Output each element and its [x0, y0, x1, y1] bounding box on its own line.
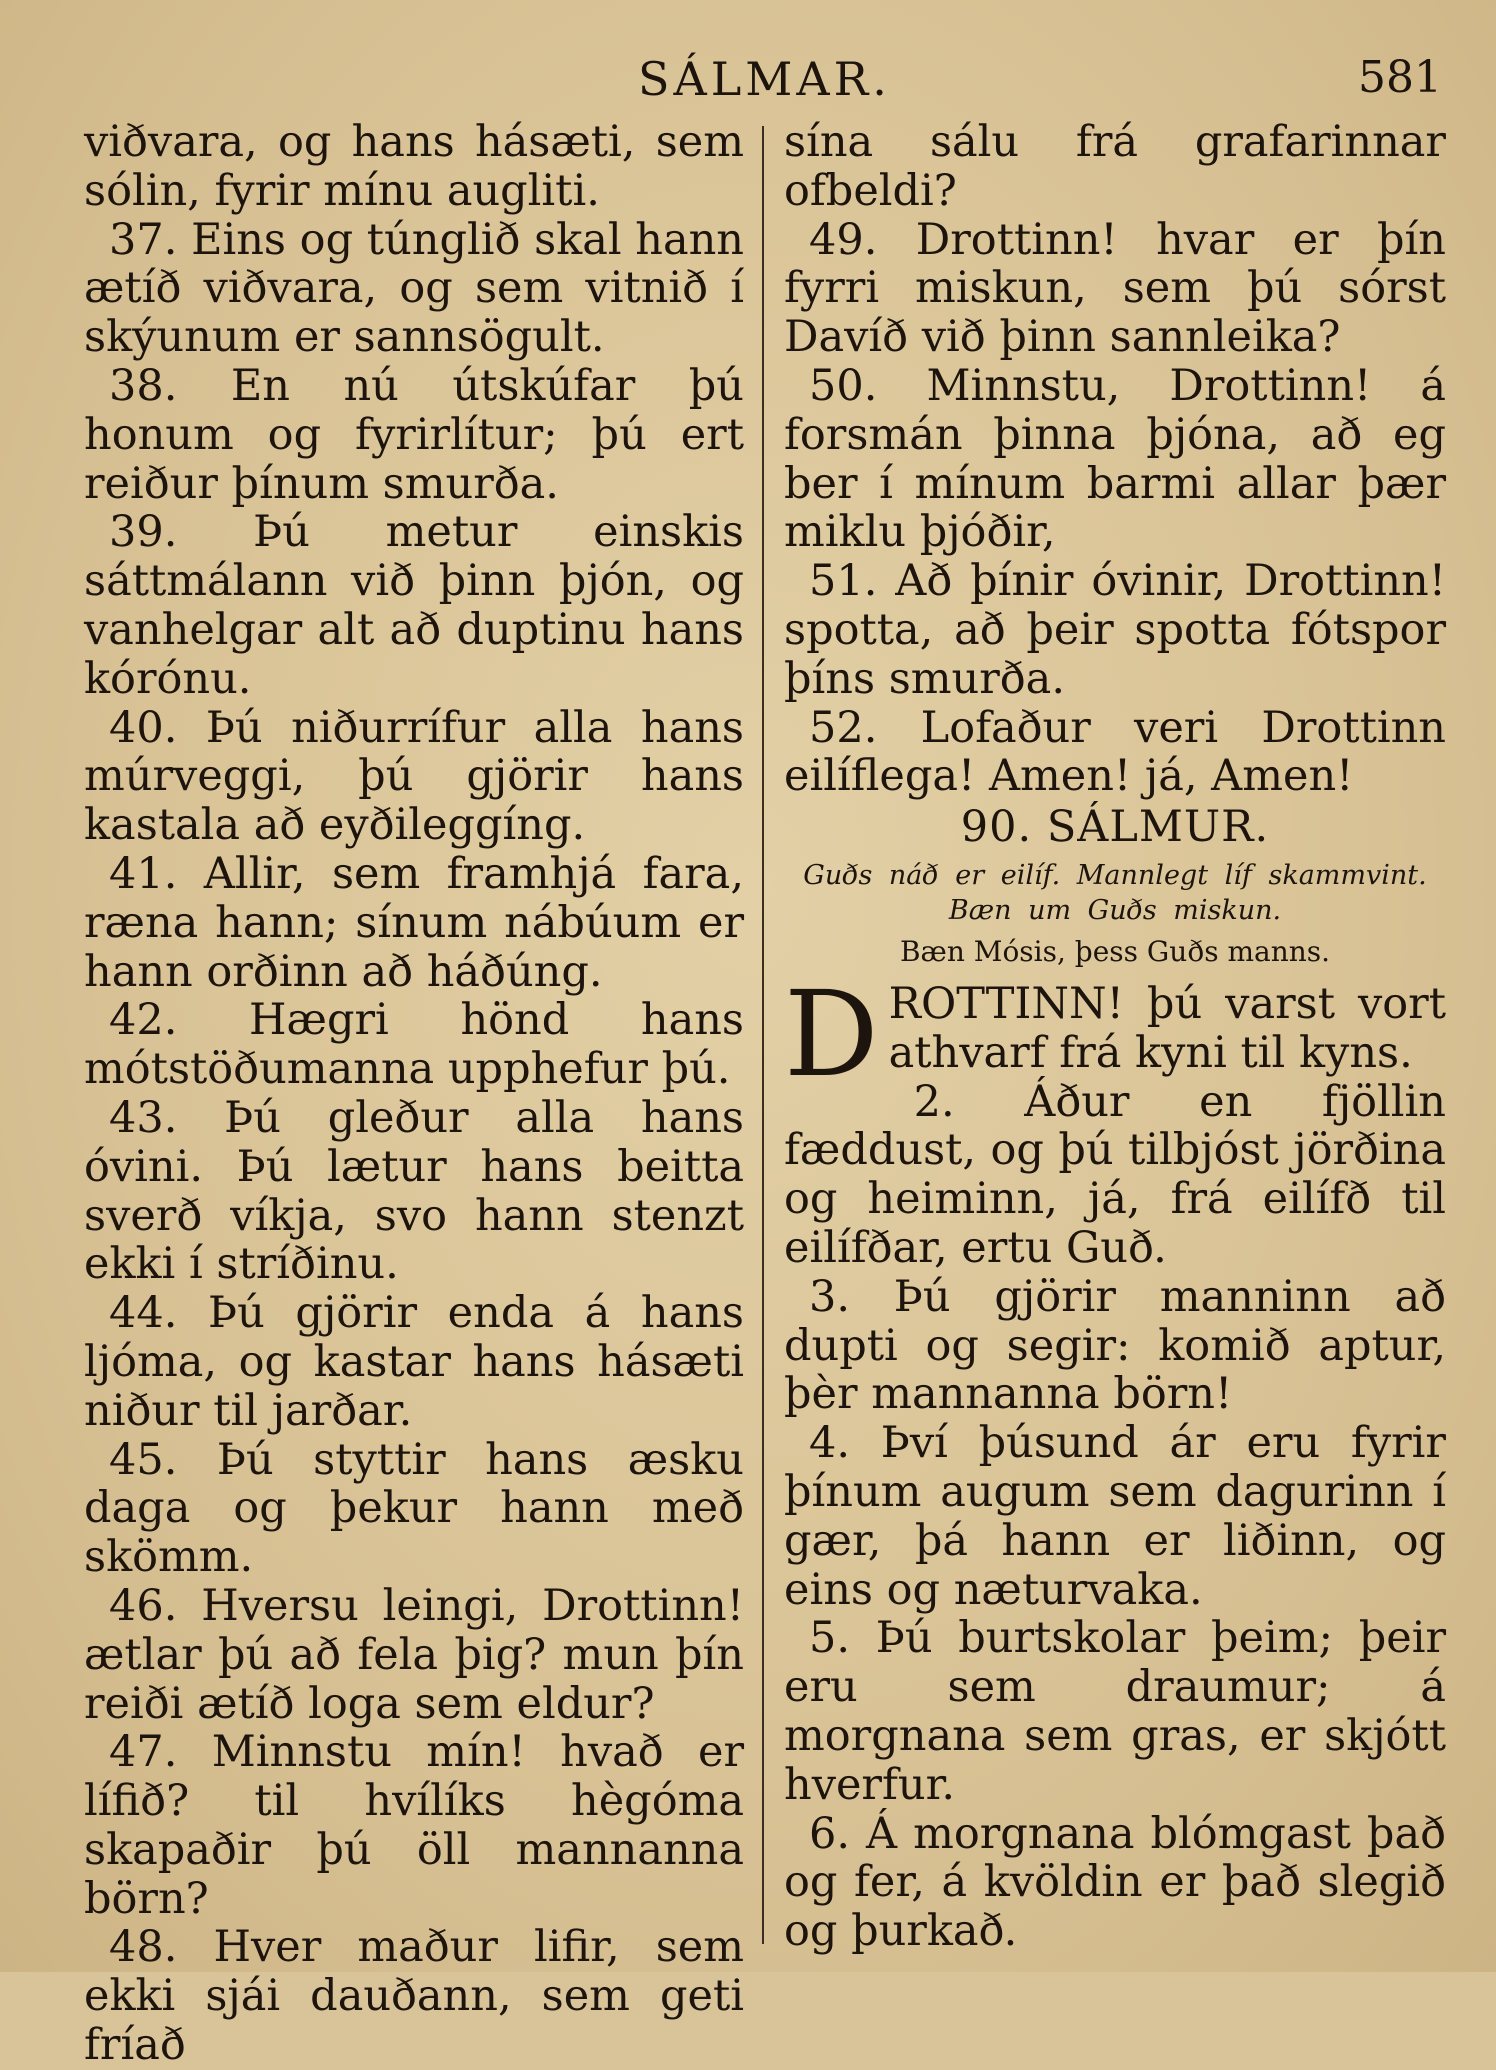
- verse: 42. Hægri hönd hans mótstöðumanna upphefur þú.: [84, 995, 744, 1095]
- verse: 52. Lofaður veri Drottinn eilíflega! Amen! já, Amen!: [784, 702, 1446, 802]
- verse: 49. Drottinn! hvar er þín fyrri miskun, sem þú sórst Davíð við þinn sannleika?: [784, 214, 1446, 363]
- psalm-summary-line: Bæn um Guðs miskun.: [948, 894, 1282, 926]
- opening-text: ROTTINN! þú varst vort athvarf frá kyni til kyns.: [888, 978, 1446, 1078]
- verse: 38. En nú útskúfar þú honum og fyrirlítur; þú ert reiður þínum smurða.: [84, 360, 744, 509]
- verse: 50. Minnstu, Drottinn! á forsmán þinna þjóna, að eg ber í mínum barmi allar þær miklu þjóðir,: [784, 360, 1446, 558]
- right-column: [784, 118, 1446, 1956]
- psalm-summary-line: Guðs náð er eilíf. Mannlegt líf skammvint.: [803, 859, 1427, 891]
- running-title: SÁLMAR.: [638, 52, 891, 106]
- verse: 46. Hversu leingi, Drottinn! ætlar þú að fela þig? mun þín reiði ætíð loga sem eldur?: [84, 1580, 744, 1729]
- verse: 3. Þú gjörir manninn að dupti og segir: komið aptur, þèr mannanna börn!: [784, 1271, 1446, 1420]
- verse: 47. Minnstu mín! hvað er lífið? til hvílíks hègóma skapaðir þú öll mannanna börn?: [84, 1727, 744, 1924]
- left-column: [84, 118, 744, 2070]
- drop-cap: D: [784, 964, 879, 1103]
- verse: 43. Þú gleður alla hans óvini. Þú lætur hans beitta sverð víkja, svo hann stenzt ekki í stríðinu.: [84, 1092, 744, 1290]
- verse-continuation: sína sálu frá grafarinnar ofbeldi?: [784, 117, 1446, 216]
- psalm-heading: 90. SÁLMUR.: [960, 802, 1270, 853]
- verse: 5. Þú burtskolar þeim; þeir eru sem draumur; á morgnana sem gras, er skjótt hverfur.: [784, 1613, 1446, 1810]
- verse-continuation: viðvara, og hans hásæti, sem sólin, fyrir mínu augliti.: [84, 117, 744, 216]
- verse: 51. Að þínir óvinir, Drottinn! spotta, að þeir spotta fótspor þíns smurða.: [784, 556, 1446, 704]
- verse: 40. Þú niðurrífur alla hans múrveggi, þú gjörir hans kastala að eyðileggíng.: [84, 702, 744, 851]
- verse: 6. Á morgnana blómgast það og fer, á kvöldin er það slegið og þurkað.: [784, 1808, 1446, 1957]
- verse: 2. Áður en fjöllin fæddust, og þú tilbjóst jörðina og heiminn, já, frá eilífð til eilífðar, ertu Guð.: [784, 1076, 1446, 1273]
- verse: 4. Því þúsund ár eru fyrir þínum augum sem dagurinn í gær, þá hann er liðinn, og eins og næturvaka.: [784, 1418, 1446, 1615]
- psalm-opening-verse: [784, 964, 1446, 1103]
- verse: 39. Þú metur einskis sáttmálann við þinn þjón, og vanhelgar alt að duptinu hans kórónu.: [84, 507, 744, 704]
- column-divider: [762, 126, 764, 1944]
- psalm-summary: [784, 858, 1446, 928]
- running-head: [0, 52, 1496, 112]
- verse: 45. Þú styttir hans æsku daga og þekur hann með skömm.: [84, 1434, 744, 1583]
- verse: 44. Þú gjörir enda á hans ljóma, og kastar hans hásæti niður til jarðar.: [84, 1288, 744, 1436]
- psalm-superscription: Bæn Mósis, þess Guðs manns.: [899, 934, 1331, 968]
- page-number: 581: [1358, 52, 1442, 103]
- verse: 41. Allir, sem framhjá fara, ræna hann; sínum nábúum er hann orðinn að háðúng.: [84, 848, 744, 997]
- verse: 37. Eins og túnglið skal hann ætíð viðvara, og sem vitnið í skýunum er sannsögult.: [84, 214, 744, 363]
- verse: 48. Hver maður lifir, sem ekki sjái dauðann, sem geti fríað: [84, 1922, 744, 2070]
